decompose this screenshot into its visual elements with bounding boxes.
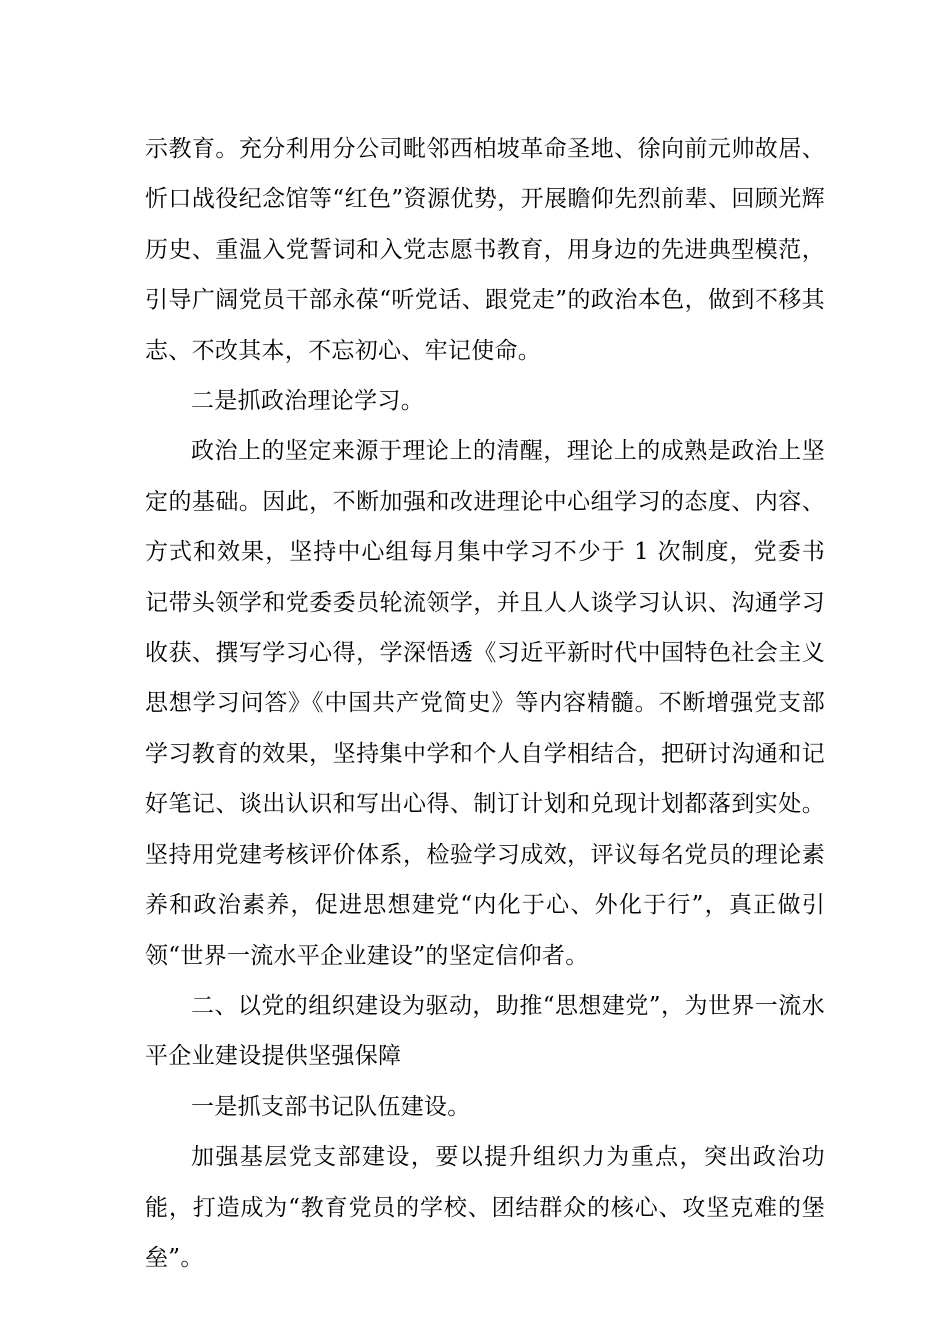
paragraph-subheading-political-theory: 二是抓政治理论学习。: [191, 388, 424, 415]
document-body: [145, 124, 825, 1283]
paragraph-political-theory-body: 政治上的坚定来源于理论上的清醒，理论上的成熟是政治上坚定的基础。因此，不断加强和改进理论中心组学习的态度、内容、方式和效果，坚持中心组每月集中学习不少于 1 次制度，党委书记带头领学和党委委员轮流领学，并且人人谈学习认识、沟通学习收获、撰写学习心得，学深悟透《习近平新时代中国特色社会主义思想学习问答》《中国共产党简史》等内容精髓。不断增强党支部学习教育的效果，坚持集中学和个人自学相结合，把研讨沟通和记好笔记、谈出认识和写出心得、制订计划和兑现计划都落到实处。坚持用党建考核评价体系，检验学习成效，评议每名党员的理论素养和政治素养，促进思想建党“内化于心、外化于行”，真正做引领“世界一流水平企业建设”的坚定信仰者。: [145, 438, 825, 969]
paragraph-branch-construction-body: 加强基层党支部建设，要以提升组织力为重点，突出政治功能，打造成为“教育党员的学校、团结群众的核心、攻坚克难的堡垒”。: [145, 1144, 825, 1271]
paragraph-subheading-branch-secretary: 一是抓支部书记队伍建设。: [191, 1093, 471, 1120]
paragraph-section-heading-organization: 二、以党的组织建设为驱动，助推“思想建党”，为世界一流水平企业建设提供坚强保障: [145, 992, 825, 1070]
paragraph-continuation: 示教育。充分利用分公司毗邻西柏坡革命圣地、徐向前元帅故居、忻口战役纪念馆等“红色”资源优势，开展瞻仰先烈前辈、回顾光辉历史、重温入党誓词和入党志愿书教育，用身边的先进典型模范，引导广阔党员干部永葆“听党话、跟党走”的政治本色，做到不移其志、不改其本，不忘初心、牢记使命。: [145, 136, 825, 364]
